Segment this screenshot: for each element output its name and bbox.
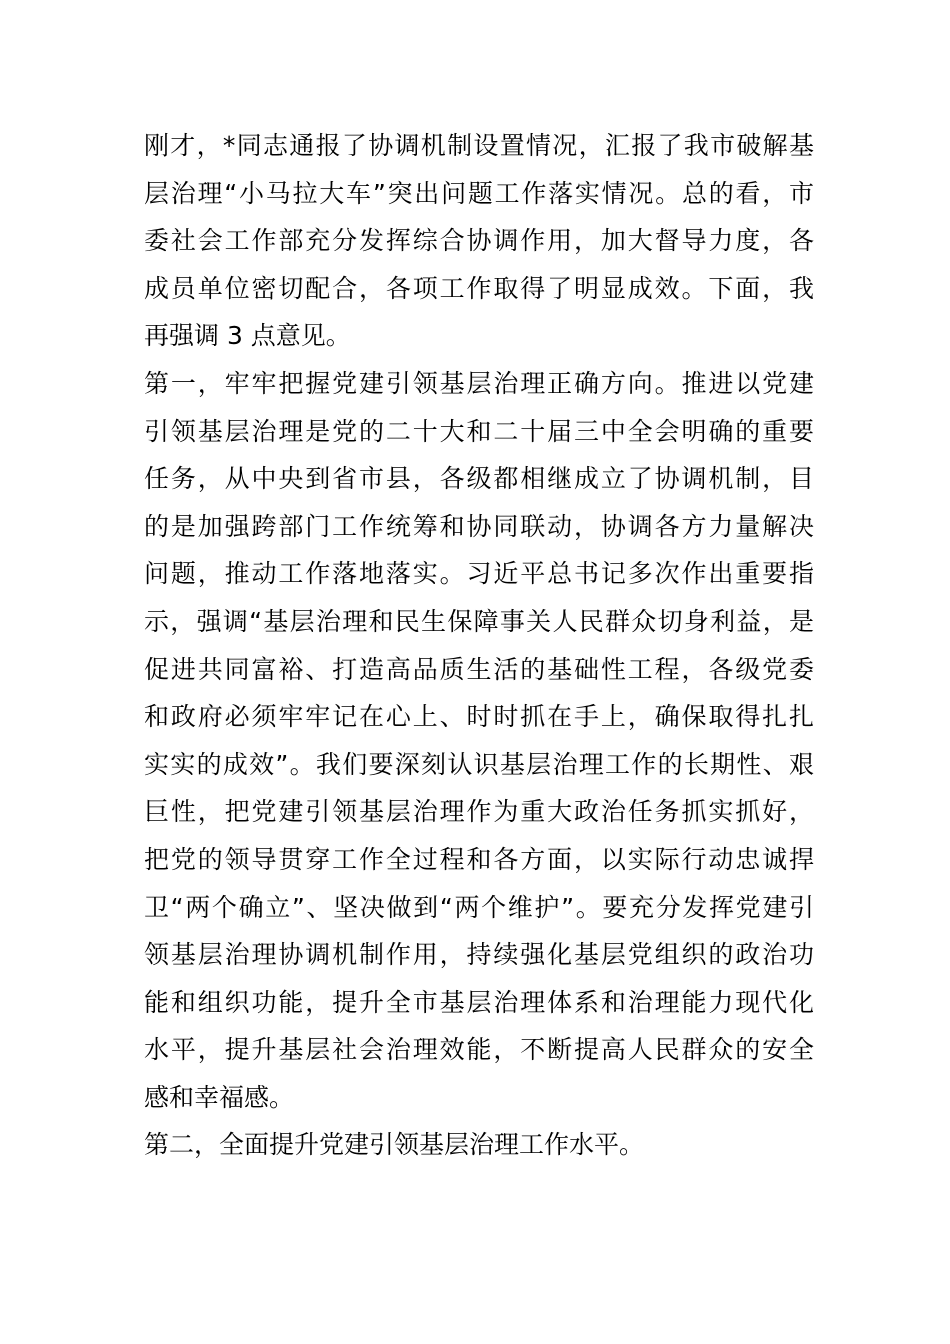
- text-line: 委社会工作部充分发挥综合协调作用，加大督导力度，各: [144, 226, 814, 256]
- paragraph-point-two: [144, 1121, 814, 1169]
- section-heading: 第二，全面提升党建引领基层治理工作水平。: [144, 1130, 645, 1160]
- text-line: 把党的领导贯穿工作全过程和各方面，以实际行动忠诚捍: [144, 844, 814, 874]
- paragraph-opening: [144, 122, 814, 360]
- body-text: [144, 122, 814, 1169]
- text-line: 和政府必须牢牢记在心上、时时抓在手上，确保取得扎扎: [144, 702, 814, 732]
- text-line: 感和幸福感。: [144, 1082, 295, 1112]
- text-line: 实实的成效”。我们要深刻认识基层治理工作的长期性、艰: [144, 749, 814, 779]
- text-line: 刚才，*同志通报了协调机制设置情况，汇报了我市破解基: [144, 131, 814, 160]
- text-line: 能和组织功能，提升全市基层治理体系和治理能力现代化: [144, 987, 814, 1017]
- text-line: 领基层治理协调机制作用，持续强化基层党组织的政治功: [144, 940, 814, 970]
- text-line: 成员单位密切配合，各项工作取得了明显成效。下面，我: [144, 273, 814, 303]
- text-line: 促进共同富裕、打造高品质生活的基础性工程，各级党委: [144, 654, 814, 684]
- text-line: 卫“两个确立”、坚决做到“两个维护”。要充分发挥党建引: [144, 892, 814, 922]
- text-line: 水平，提升基层社会治理效能，不断提高人民群众的安全: [144, 1035, 814, 1065]
- paragraph-point-one: [144, 360, 814, 1122]
- text-line: 第一，牢牢把握党建引领基层治理正确方向。推进以党建: [144, 368, 814, 398]
- text-line: 的是加强跨部门工作统筹和协同联动，协调各方力量解决: [144, 511, 814, 541]
- text-line: 问题，推动工作落地落实。习近平总书记多次作出重要指: [144, 559, 814, 589]
- text-line: 任务，从中央到省市县，各级都相继成立了协调机制，目: [144, 464, 814, 494]
- text-line: 巨性，把党建引领基层治理作为重大政治任务抓实抓好，: [144, 797, 814, 827]
- text-line: 引领基层治理是党的二十大和二十届三中全会明确的重要: [144, 416, 814, 446]
- text-line: 再强调 3 点意见。: [144, 321, 351, 351]
- text-line: 层治理“小马拉大车”突出问题工作落实情况。总的看，市: [144, 178, 814, 208]
- text-line: 示，强调“基层治理和民生保障事关人民群众切身利益，是: [144, 606, 814, 636]
